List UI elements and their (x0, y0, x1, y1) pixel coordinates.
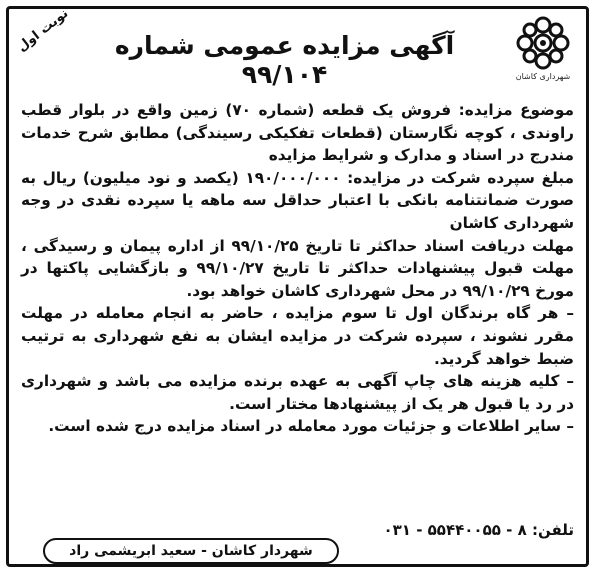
notice-title: آگهی مزایده عمومی شماره ۹۹/۱۰۴ (114, 31, 455, 89)
kashan-emblem-icon (515, 15, 571, 71)
municipality-logo (510, 15, 576, 85)
notice-body (21, 99, 574, 519)
winners-clause: – هر گاه برندگان اول تا سوم مزایده ، حاضر به انجام معامله در مهلت مقرر نشوند ، سپرده شرکت در مزایده ایشان به نفع شهرداری به ترتیب ضبط خواهد گردید. (21, 304, 574, 368)
other-info-clause: – سایر اطلاعات و جزئیات مورد معامله در اسناد مزایده درج شده است. (48, 417, 574, 436)
deposit-paragraph: مبلغ سپرده شرکت در مزایده: ۱۹۰/۰۰۰/۰۰۰ (یکصد و نود میلیون) ریال به صورت ضمانتنامه بانکی با اعتبار حداقل سه ماهه یا سپرده نقدی در وجه شهرداری کاشان (21, 168, 574, 232)
logo-caption: شهرداری کاشان (515, 72, 571, 81)
deadlines-paragraph: مهلت دریافت اسناد حداکثر تا تاریخ ۹۹/۱۰/۲۵ از اداره پیمان و رسیدگی ، مهلت قبول پیشنهادات حداکثر تا تاریخ ۹۹/۱۰/۲۷ و بازگشایی پاکتها در مورخ ۹۹/۱۰/۲۹ در محل شهرداری کاشان خواهد بود. (21, 236, 575, 300)
notice-frame (6, 6, 589, 567)
first-publication-badge: نوبت اول (14, 6, 72, 55)
subject-paragraph: موضوع مزایده: فروش یک قطعه (شماره ۷۰) زمین واقع در بلوار قطب راوندی ، کوچه نگارستان (قطعات تفکیکی رسیندگی) مطابق شرح خدمات مندرج در اسناد و مدارک و شرایط مزایده (21, 101, 574, 165)
phone-number: تلفن: ۸ - ۵۵۴۴۰۰۵۵ - ۰۳۱ (383, 521, 574, 539)
mayor-signature: شهردار کاشان - سعید ابریشمی راد (43, 538, 339, 564)
notice-header (9, 6, 586, 89)
costs-clause: – کلیه هزینه های چاپ آگهی به عهده برنده مزایده می باشد و شهرداری در رد یا قبول هر یک از پیشنهادها مختار است. (21, 372, 574, 413)
